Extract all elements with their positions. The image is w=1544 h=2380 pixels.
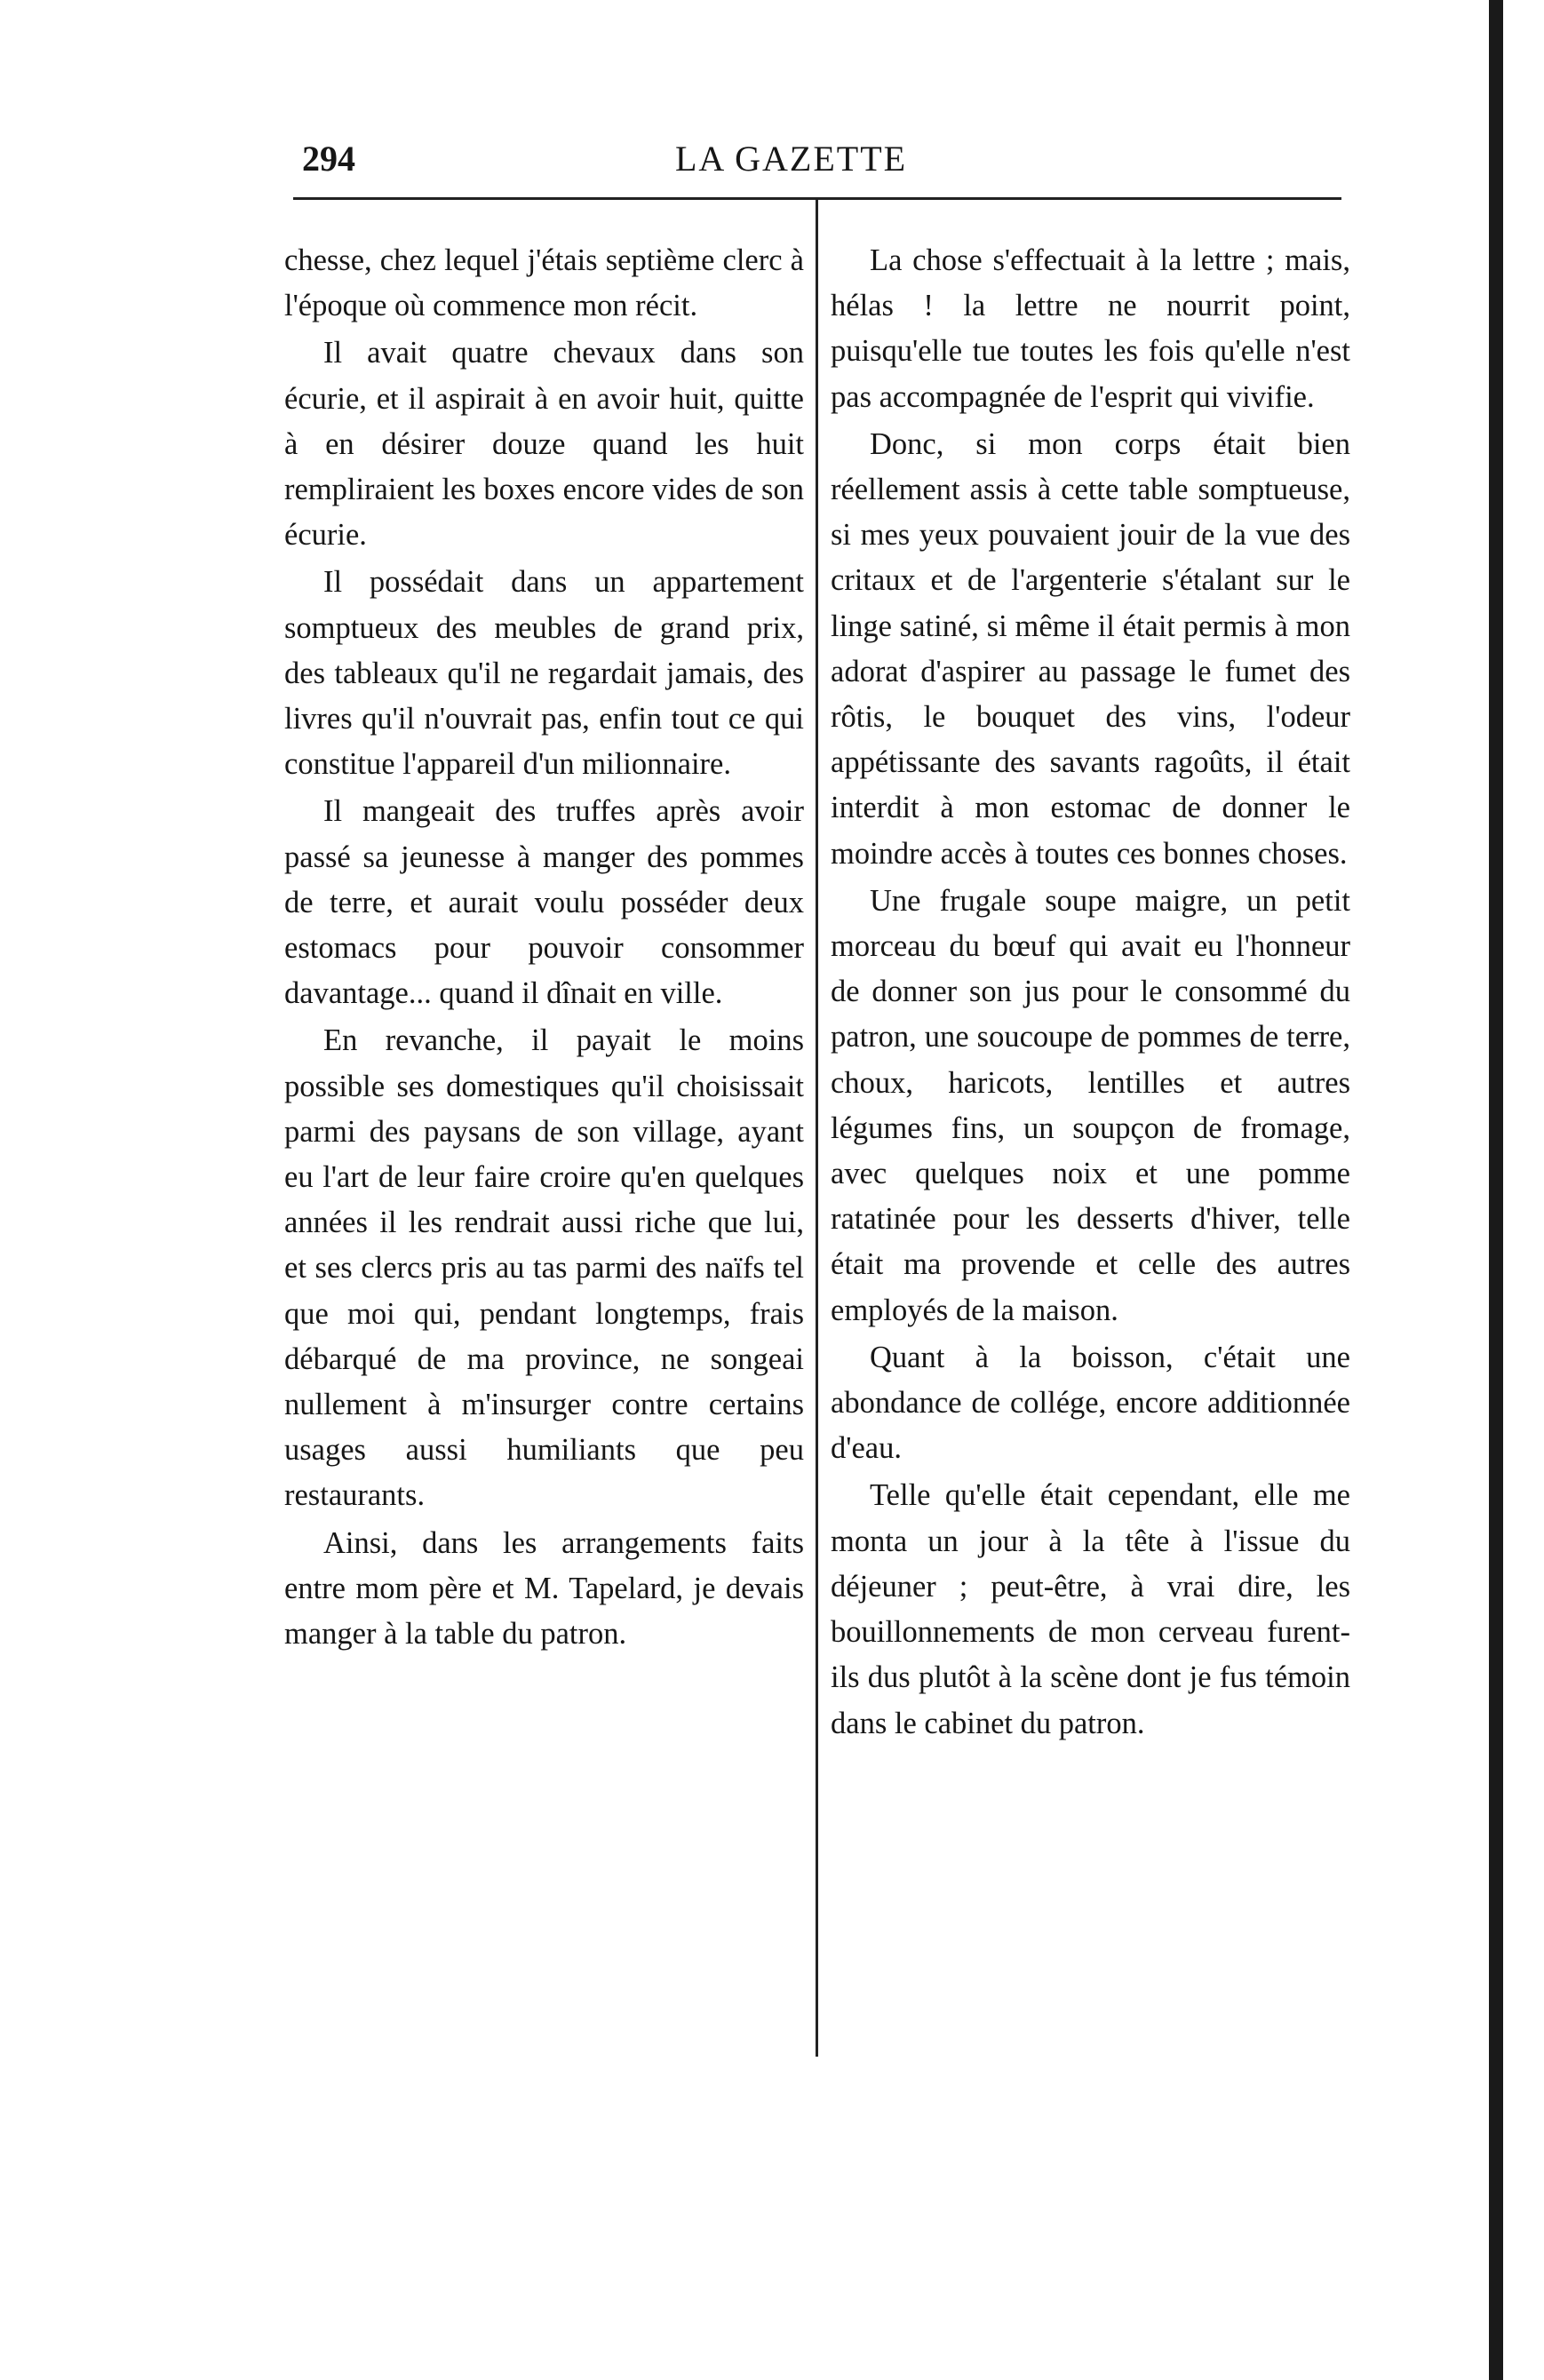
paragraph: La chose s'effectuait à la lettre ; mais, hélas ! la lettre ne nourrit point, puisqu'elle tue toutes les fois qu'elle n'est pas accompagnée de l'esprit qui vivifie.: [831, 243, 1350, 414]
paragraph: Donc, si mon corps était bien réellement assis à cette table somptueuse, si mes yeux pouvaient jouir de la vue des critaux et de l'argenterie s'étalant sur le linge satiné, si même il était permis à mon adorat d'aspirer au passage le fumet des rôtis, le bouquet des vins, l'odeur appétissante des savants ragoûts, il était interdit à mon estomac de donner le moindre accès à toutes ces bonnes choses.: [831, 426, 1350, 871]
paragraph: Il avait quatre chevaux dans son écurie, et il aspirait à en avoir huit, quitte à en désirer douze quand les huit rempliraient les boxes encore vides de son écurie.: [284, 336, 804, 553]
page-header: [293, 138, 1341, 182]
right-column: [831, 238, 1350, 1748]
paragraph: Une frugale soupe maigre, un petit morceau du bœuf qui avait eu l'honneur de donner son jus pour le consommé du patron, une soucoupe de pommes de terre, choux, haricots, lentilles et autres légumes fins, un soupçon de fromage, avec quelques noix et une pomme ratatinée pour les desserts d'hiver, telle était ma provende et celle des autres employés de la maison.: [831, 883, 1350, 1327]
running-title: LA GAZETTE: [675, 139, 908, 179]
left-column: [284, 238, 804, 1659]
paragraph: Telle qu'elle était cependant, elle me monta un jour à la tête à l'issue du déjeuner ; peut-être, à vrai dire, les bouillonnements de mon cerveau furent-ils dus plutôt à la scène dont je fus témoin dans le cabinet du patron.: [831, 1478, 1350, 1740]
paragraph: Ainsi, dans les arrangements faits entre mom père et M. Tapelard, je devais manger à la table du patron.: [284, 1525, 804, 1652]
page-edge-shadow: [1489, 0, 1503, 2380]
column-divider: [816, 200, 818, 2057]
paragraph: Il mangeait des truffes après avoir passé sa jeunesse à manger des pommes de terre, et aurait voulu posséder deux estomacs pour pouvoir consommer davantage... quand il dînait en ville.: [284, 794, 804, 1011]
page-number: 294: [302, 139, 355, 179]
paragraph: Quant à la boisson, c'était une abondance de collége, encore additionnée d'eau.: [831, 1340, 1350, 1466]
paragraph: Il possédait dans un appartement somptueux des meubles de grand prix, des tableaux qu'il ne regardait jamais, des livres qu'il n'ouvrait pas, enfin tout ce qui constitue l'appareil d'un milionnaire.: [284, 565, 804, 782]
paragraph: chesse, chez lequel j'étais septième clerc à l'époque où commence mon récit.: [284, 243, 804, 323]
paragraph: En revanche, il payait le moins possible ses domestiques qu'il choisissait parmi des paysans de son village, ayant eu l'art de leur faire croire qu'en quelques années il les rendrait aussi riche que lui, et ses clercs pris au tas parmi des naïfs tel que moi qui, pendant longtemps, frais débarqué de ma province, ne songeai nullement à m'insurger contre certains usages aussi humiliants que peu restaurants.: [284, 1023, 804, 1513]
